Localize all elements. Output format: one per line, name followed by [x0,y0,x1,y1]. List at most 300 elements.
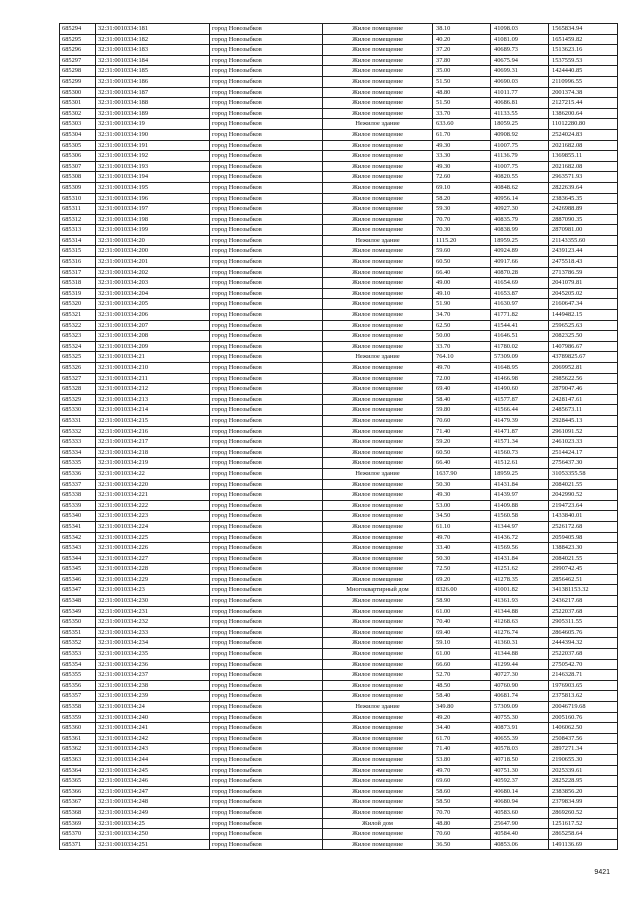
object-type-cell: Жилое помещение [323,151,433,162]
row-id-cell: 685353 [60,649,96,660]
table-row [60,66,618,77]
cadastral-value-cell: 1251617.52 [549,818,618,829]
cadastral-value-cell: 1513623.16 [549,45,618,56]
cadastral-value-cell: 2522037.68 [549,606,618,617]
area-cell: 61.10 [433,521,491,532]
cadastral-number-cell: 32:31:0010334:209 [96,341,210,352]
table-row [60,596,618,607]
table-row [60,299,618,310]
table-row [60,384,618,395]
object-type-cell: Жилое помещение [323,744,433,755]
table-row [60,214,618,225]
cadastral-number-cell: 32:31:0010334:224 [96,521,210,532]
object-type-cell: Жилое помещение [323,691,433,702]
table-row [60,733,618,744]
cadastral-value-cell: 2522037.68 [549,649,618,660]
cadastral-number-cell: 32:31:0010334:211 [96,373,210,384]
unit-value-cell: 40655.39 [491,733,549,744]
location-cell: город Новозыбков [210,437,323,448]
cadastral-value-cell: 1369855.11 [549,151,618,162]
object-type-cell: Жилое помещение [323,786,433,797]
location-cell: город Новозыбков [210,373,323,384]
cadastral-number-cell: 32:31:0010334:215 [96,415,210,426]
row-id-cell: 685350 [60,617,96,628]
row-id-cell: 685300 [60,87,96,98]
cadastral-number-cell: 32:31:0010334:251 [96,839,210,850]
area-cell: 53.00 [433,500,491,511]
cadastral-value-cell: 2041079.81 [549,278,618,289]
row-id-cell: 685360 [60,723,96,734]
object-type-cell: Жилое помещение [323,246,433,257]
unit-value-cell: 41344.97 [491,521,549,532]
unit-value-cell: 40755.30 [491,712,549,723]
table-row [60,34,618,45]
row-id-cell: 685364 [60,765,96,776]
table-row [60,712,618,723]
cadastral-number-cell: 32:31:0010334:184 [96,55,210,66]
object-type-cell: Жилое помещение [323,341,433,352]
cadastral-number-cell: 32:31:0010334:207 [96,320,210,331]
area-cell: 70.60 [433,829,491,840]
location-cell: город Новозыбков [210,310,323,321]
cadastral-number-cell: 32:31:0010334:242 [96,733,210,744]
cadastral-number-cell: 32:31:0010334:186 [96,76,210,87]
location-cell: город Новозыбков [210,797,323,808]
table-row [60,87,618,98]
unit-value-cell: 41569.56 [491,543,549,554]
table-row [60,627,618,638]
table-row [60,193,618,204]
object-type-cell: Жилое помещение [323,553,433,564]
cadastral-value-cell: 1388423.30 [549,543,618,554]
cadastral-number-cell: 32:31:0010334:202 [96,267,210,278]
row-id-cell: 685339 [60,500,96,511]
cadastral-number-cell: 32:31:0010334:245 [96,765,210,776]
row-id-cell: 685305 [60,140,96,151]
object-type-cell: Жилое помещение [323,87,433,98]
area-cell: 70.40 [433,617,491,628]
cadastral-value-cell: 2084021.55 [549,553,618,564]
area-cell: 8326.00 [433,585,491,596]
cadastral-value-cell: 2082325.50 [549,331,618,342]
unit-value-cell: 40760.90 [491,680,549,691]
table-row [60,225,618,236]
object-type-cell: Жилое помещение [323,24,433,35]
area-cell: 70.70 [433,214,491,225]
row-id-cell: 685359 [60,712,96,723]
cadastral-number-cell: 32:31:0010334:249 [96,807,210,818]
unit-value-cell: 41344.88 [491,649,549,660]
cadastral-number-cell: 32:31:0010334:212 [96,384,210,395]
area-cell: 36.50 [433,839,491,850]
table-row [60,479,618,490]
cadastral-number-cell: 32:31:0010334:221 [96,490,210,501]
cadastral-number-cell: 32:31:0010334:239 [96,691,210,702]
cadastral-value-cell: 2865258.64 [549,829,618,840]
row-id-cell: 685298 [60,66,96,77]
row-id-cell: 685314 [60,235,96,246]
area-cell: 34.70 [433,310,491,321]
cadastral-value-cell: 2869260.52 [549,807,618,818]
object-type-cell: Жилое помещение [323,373,433,384]
object-type-cell: Жилое помещение [323,225,433,236]
cadastral-value-cell: 2005160.76 [549,712,618,723]
area-cell: 50.30 [433,553,491,564]
table-row [60,532,618,543]
cadastral-number-cell: 32:31:0010334:190 [96,129,210,140]
cadastral-number-cell: 32:31:0010334:25 [96,818,210,829]
location-cell: город Новозыбков [210,257,323,268]
cadastral-number-cell: 32:31:0010334:193 [96,161,210,172]
object-type-cell: Жилое помещение [323,490,433,501]
cadastral-value-cell: 2021682.08 [549,161,618,172]
location-cell: город Новозыбков [210,172,323,183]
object-type-cell: Жилое помещение [323,140,433,151]
object-type-cell: Жилой дом [323,818,433,829]
cadastral-value-cell: 2110996.55 [549,76,618,87]
row-id-cell: 685340 [60,511,96,522]
location-cell: город Новозыбков [210,829,323,840]
location-cell: город Новозыбков [210,596,323,607]
location-cell: город Новозыбков [210,744,323,755]
cadastral-number-cell: 32:31:0010334:208 [96,331,210,342]
area-cell: 71.40 [433,426,491,437]
cadastral-number-cell: 32:31:0010334:218 [96,447,210,458]
location-cell: город Новозыбков [210,151,323,162]
location-cell: город Новозыбков [210,670,323,681]
object-type-cell: Жилое помещение [323,394,433,405]
location-cell: город Новозыбков [210,288,323,299]
object-type-cell: Жилое помещение [323,776,433,787]
table-row [60,670,618,681]
table-row [60,797,618,808]
table-row [60,564,618,575]
cadastral-number-cell: 32:31:0010334:199 [96,225,210,236]
row-id-cell: 685301 [60,98,96,109]
area-cell: 59.60 [433,246,491,257]
area-cell: 49.00 [433,278,491,289]
table-row [60,723,618,734]
location-cell: город Новозыбков [210,553,323,564]
cadastral-value-cell: 2439123.44 [549,246,618,257]
cadastral-value-cell: 2069952.81 [549,363,618,374]
table-row [60,98,618,109]
unit-value-cell: 57309.09 [491,352,549,363]
unit-value-cell: 41648.95 [491,363,549,374]
location-cell: город Новозыбков [210,606,323,617]
location-cell: город Новозыбков [210,585,323,596]
object-type-cell: Жилое помещение [323,574,433,585]
area-cell: 66.40 [433,458,491,469]
object-type-cell: Жилое помещение [323,267,433,278]
cadastral-value-cell: 2485673.11 [549,405,618,416]
unit-value-cell: 40924.89 [491,246,549,257]
unit-value-cell: 41001.82 [491,585,549,596]
row-id-cell: 685361 [60,733,96,744]
cadastral-value-cell: 2042990.52 [549,490,618,501]
cadastral-value-cell: 2928445.13 [549,415,618,426]
area-cell: 71.40 [433,744,491,755]
table-row [60,606,618,617]
row-id-cell: 685367 [60,797,96,808]
object-type-cell: Многоквартирный дом [323,585,433,596]
row-id-cell: 685329 [60,394,96,405]
row-id-cell: 685334 [60,447,96,458]
cadastral-value-cell: 2897271.34 [549,744,618,755]
row-id-cell: 685302 [60,108,96,119]
unit-value-cell: 41431.84 [491,479,549,490]
location-cell: город Новозыбков [210,521,323,532]
location-cell: город Новозыбков [210,267,323,278]
unit-value-cell: 41081.09 [491,34,549,45]
cadastral-value-cell: 2750542.70 [549,659,618,670]
object-type-cell: Жилое помещение [323,415,433,426]
cadastral-value-cell: 2985622.56 [549,373,618,384]
row-id-cell: 685308 [60,172,96,183]
row-id-cell: 685344 [60,553,96,564]
location-cell: город Новозыбков [210,161,323,172]
cadastral-value-cell: 2961091.52 [549,426,618,437]
area-cell: 51.90 [433,299,491,310]
table-row [60,543,618,554]
unit-value-cell: 40820.55 [491,172,549,183]
area-cell: 37.80 [433,55,491,66]
table-row [60,257,618,268]
cadastral-value-cell: 2990742.45 [549,564,618,575]
area-cell: 70.30 [433,225,491,236]
cadastral-number-cell: 32:31:0010334:210 [96,363,210,374]
location-cell: город Новозыбков [210,786,323,797]
property-table [59,23,618,850]
row-id-cell: 685316 [60,257,96,268]
table-row [60,140,618,151]
area-cell: 69.40 [433,384,491,395]
location-cell: город Новозыбков [210,129,323,140]
unit-value-cell: 40690.03 [491,76,549,87]
location-cell: город Новозыбков [210,765,323,776]
cadastral-number-cell: 32:31:0010334:246 [96,776,210,787]
cadastral-number-cell: 32:31:0010334:187 [96,87,210,98]
unit-value-cell: 41361.93 [491,596,549,607]
object-type-cell: Жилое помещение [323,161,433,172]
table-row [60,55,618,66]
cadastral-number-cell: 32:31:0010334:181 [96,24,210,35]
object-type-cell: Жилое помещение [323,34,433,45]
cadastral-value-cell: 2822639.64 [549,182,618,193]
table-row [60,458,618,469]
unit-value-cell: 41439.97 [491,490,549,501]
area-cell: 61.00 [433,649,491,660]
area-cell: 61.70 [433,129,491,140]
location-cell: город Новозыбков [210,447,323,458]
unit-value-cell: 40718.50 [491,754,549,765]
location-cell: город Новозыбков [210,45,323,56]
object-type-cell: Жилое помещение [323,479,433,490]
area-cell: 52.70 [433,670,491,681]
location-cell: город Новозыбков [210,680,323,691]
area-cell: 349.80 [433,702,491,713]
area-cell: 66.60 [433,659,491,670]
table-row [60,468,618,479]
area-cell: 69.20 [433,574,491,585]
object-type-cell: Жилое помещение [323,129,433,140]
location-cell: город Новозыбков [210,182,323,193]
object-type-cell: Жилое помещение [323,765,433,776]
unit-value-cell: 41360.31 [491,638,549,649]
table-row [60,437,618,448]
unit-value-cell: 40578.03 [491,744,549,755]
object-type-cell: Жилое помещение [323,733,433,744]
object-type-cell: Жилое помещение [323,532,433,543]
cadastral-value-cell: 1651459.82 [549,34,618,45]
object-type-cell: Жилое помещение [323,437,433,448]
unit-value-cell: 41571.34 [491,437,549,448]
unit-value-cell: 40873.91 [491,723,549,734]
cadastral-value-cell: 2084021.55 [549,479,618,490]
area-cell: 49.10 [433,288,491,299]
cadastral-value-cell: 2021682.08 [549,140,618,151]
unit-value-cell: 40870.28 [491,267,549,278]
cadastral-number-cell: 32:31:0010334:228 [96,564,210,575]
unit-value-cell: 41268.63 [491,617,549,628]
row-id-cell: 685304 [60,129,96,140]
row-id-cell: 685294 [60,24,96,35]
unit-value-cell: 40592.37 [491,776,549,787]
table-row [60,320,618,331]
object-type-cell: Жилое помещение [323,521,433,532]
unit-value-cell: 40584.40 [491,829,549,840]
cadastral-value-cell: 21143355.60 [549,235,618,246]
object-type-cell: Жилое помещение [323,214,433,225]
area-cell: 59.80 [433,405,491,416]
cadastral-number-cell: 32:31:0010334:213 [96,394,210,405]
table-row [60,394,618,405]
cadastral-number-cell: 32:31:0010334:196 [96,193,210,204]
cadastral-number-cell: 32:31:0010334:235 [96,649,210,660]
unit-value-cell: 40917.66 [491,257,549,268]
unit-value-cell: 57309.09 [491,702,549,713]
cadastral-value-cell: 1449482.15 [549,310,618,321]
cadastral-number-cell: 32:31:0010334:198 [96,214,210,225]
cadastral-number-cell: 32:31:0010334:219 [96,458,210,469]
table-row [60,702,618,713]
cadastral-value-cell: 1424440.85 [549,66,618,77]
location-cell: город Новозыбков [210,34,323,45]
row-id-cell: 685363 [60,754,96,765]
cadastral-number-cell: 32:31:0010334:195 [96,182,210,193]
unit-value-cell: 41630.97 [491,299,549,310]
location-cell: город Новозыбков [210,532,323,543]
cadastral-number-cell: 32:31:0010334:220 [96,479,210,490]
row-id-cell: 685324 [60,341,96,352]
location-cell: город Новозыбков [210,320,323,331]
cadastral-value-cell: 1386200.64 [549,108,618,119]
area-cell: 58.50 [433,797,491,808]
object-type-cell: Жилое помещение [323,670,433,681]
object-type-cell: Нежилое здание [323,468,433,479]
table-row [60,405,618,416]
location-cell: город Новозыбков [210,627,323,638]
table-row [60,553,618,564]
cadastral-value-cell: 2426988.89 [549,204,618,215]
table-row [60,76,618,87]
cadastral-value-cell: 2160647.34 [549,299,618,310]
row-id-cell: 685342 [60,532,96,543]
cadastral-number-cell: 32:31:0010334:204 [96,288,210,299]
table-row [60,204,618,215]
unit-value-cell: 40908.92 [491,129,549,140]
area-cell: 62.50 [433,320,491,331]
object-type-cell: Жилое помещение [323,659,433,670]
cadastral-value-cell: 1406062.50 [549,723,618,734]
cadastral-value-cell: 31053355.58 [549,468,618,479]
unit-value-cell: 41466.98 [491,373,549,384]
object-type-cell: Жилое помещение [323,712,433,723]
area-cell: 49.70 [433,363,491,374]
object-type-cell: Жилое помещение [323,66,433,77]
cadastral-value-cell: 2825228.95 [549,776,618,787]
cadastral-value-cell: 2713786.59 [549,267,618,278]
row-id-cell: 685328 [60,384,96,395]
row-id-cell: 685343 [60,543,96,554]
table-row [60,119,618,130]
row-id-cell: 685325 [60,352,96,363]
object-type-cell: Жилое помещение [323,108,433,119]
cadastral-value-cell: 2059405.98 [549,532,618,543]
object-type-cell: Жилое помещение [323,331,433,342]
unit-value-cell: 41136.79 [491,151,549,162]
unit-value-cell: 40686.81 [491,98,549,109]
area-cell: 69.10 [433,182,491,193]
unit-value-cell: 18959.25 [491,235,549,246]
row-id-cell: 685351 [60,627,96,638]
row-id-cell: 685338 [60,490,96,501]
table-row [60,500,618,511]
unit-value-cell: 40681.74 [491,691,549,702]
area-cell: 37.20 [433,45,491,56]
object-type-cell: Жилое помещение [323,278,433,289]
area-cell: 33.70 [433,108,491,119]
row-id-cell: 685315 [60,246,96,257]
table-row [60,585,618,596]
cadastral-number-cell: 32:31:0010334:23 [96,585,210,596]
table-row [60,818,618,829]
object-type-cell: Жилое помещение [323,543,433,554]
cadastral-value-cell: 1565834.94 [549,24,618,35]
row-id-cell: 685313 [60,225,96,236]
cadastral-value-cell: 2856462.51 [549,574,618,585]
row-id-cell: 685326 [60,363,96,374]
area-cell: 34.40 [433,723,491,734]
cadastral-value-cell: 2190655.30 [549,754,618,765]
cadastral-number-cell: 32:31:0010334:205 [96,299,210,310]
unit-value-cell: 40675.94 [491,55,549,66]
row-id-cell: 685358 [60,702,96,713]
cadastral-value-cell: 2905311.55 [549,617,618,628]
cadastral-number-cell: 32:31:0010334:24 [96,702,210,713]
row-id-cell: 685345 [60,564,96,575]
cadastral-number-cell: 32:31:0010334:237 [96,670,210,681]
object-type-cell: Жилое помещение [323,363,433,374]
row-id-cell: 685366 [60,786,96,797]
unit-value-cell: 40853.06 [491,839,549,850]
location-cell: город Новозыбков [210,818,323,829]
object-type-cell: Жилое помещение [323,182,433,193]
object-type-cell: Жилое помещение [323,299,433,310]
unit-value-cell: 41577.87 [491,394,549,405]
location-cell: город Новозыбков [210,352,323,363]
row-id-cell: 685331 [60,415,96,426]
